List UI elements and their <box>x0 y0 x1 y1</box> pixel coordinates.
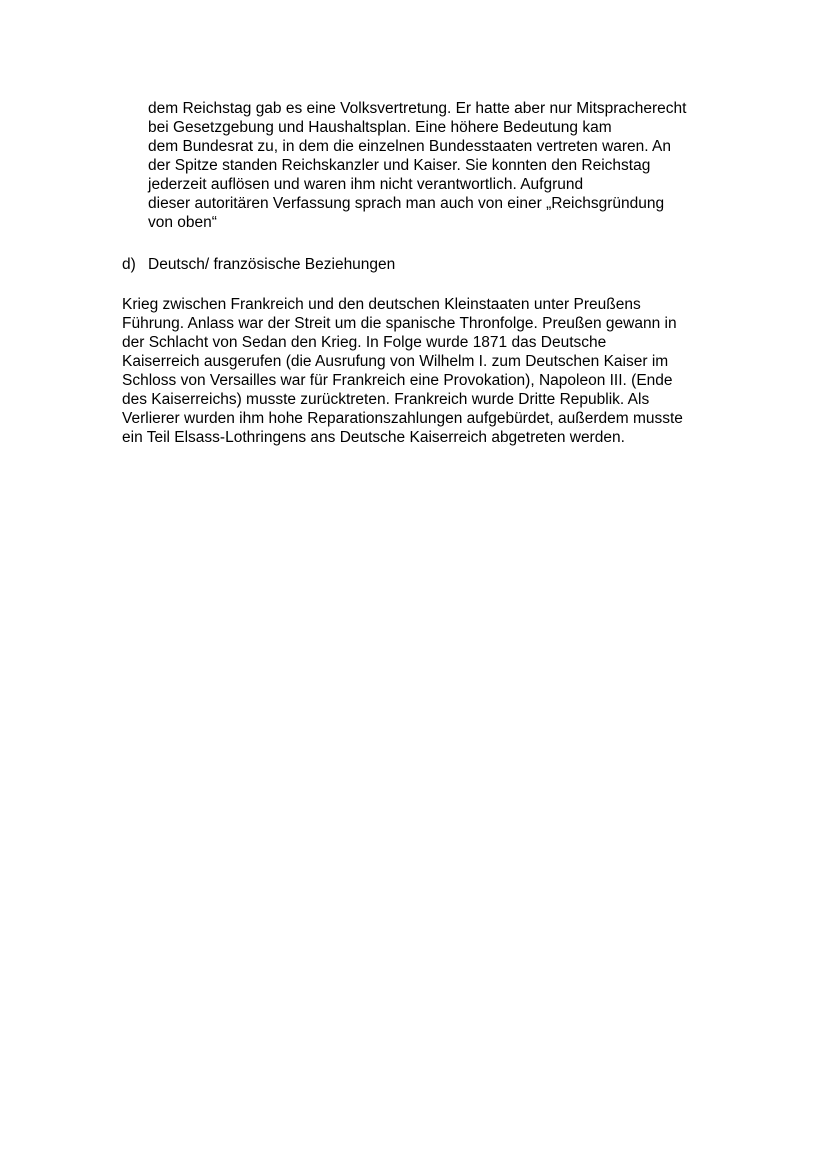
list-marker: d) <box>122 256 136 273</box>
text-line: Verlierer wurden ihm hohe Reparationszahlungen aufgebürdet, außerdem musste <box>122 410 683 427</box>
text-line: Krieg zwischen Frankreich und den deutschen Kleinstaaten unter Preußens <box>122 296 641 313</box>
text-line: des Kaiserreichs) musste zurücktreten. Frankreich wurde Dritte Republik. Als <box>122 391 650 408</box>
text-line: von oben“ <box>148 214 217 231</box>
text-line: der Schlacht von Sedan den Krieg. In Folge wurde 1871 das Deutsche <box>122 334 607 351</box>
text-line: der Spitze standen Reichskanzler und Kaiser. Sie konnten den Reichstag <box>148 157 651 174</box>
text-line: Führung. Anlass war der Streit um die spanische Thronfolge. Preußen gewann in <box>122 315 677 332</box>
text-line: dieser autoritären Verfassung sprach man auch von einer „Reichsgründung <box>148 195 665 212</box>
text-line: bei Gesetzgebung und Haushaltsplan. Eine höhere Bedeutung kam <box>148 119 612 136</box>
text-line: Schloss von Versailles war für Frankreich eine Provokation), Napoleon III. (Ende <box>122 372 673 389</box>
text-line: Kaiserreich ausgerufen (die Ausrufung von Wilhelm I. zum Deutschen Kaiser im <box>122 353 669 370</box>
section-title: Deutsch/ französische Beziehungen <box>148 256 396 273</box>
text-line: jederzeit auflösen und waren ihm nicht verantwortlich. Aufgrund <box>148 176 584 193</box>
text-line: dem Reichstag gab es eine Volksvertretung. Er hatte aber nur Mitspracherecht <box>148 100 687 117</box>
text-line: ein Teil Elsass-Lothringens ans Deutsche Kaiserreich abgetreten werden. <box>122 429 625 446</box>
text-line: dem Bundesrat zu, in dem die einzelnen Bundesstaaten vertreten waren. An <box>148 138 672 155</box>
